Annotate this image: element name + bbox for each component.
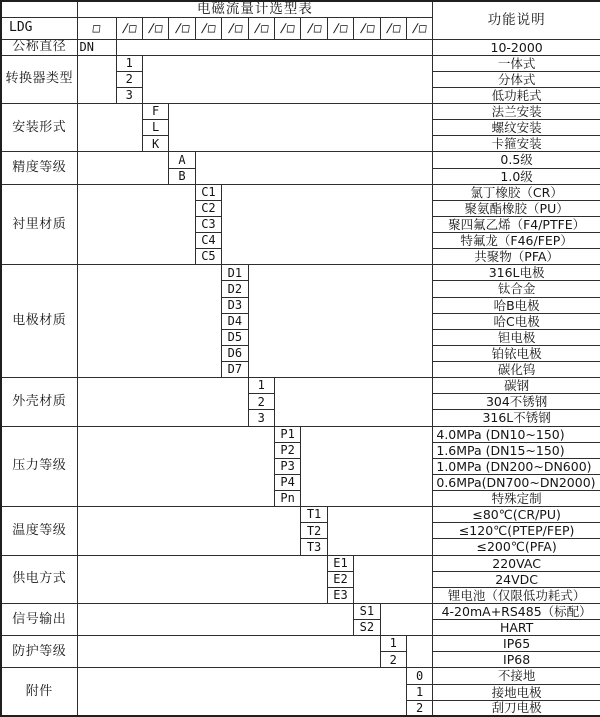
spacer-cell bbox=[142, 55, 432, 103]
spacer-cell bbox=[77, 265, 222, 378]
option-code: A bbox=[169, 152, 195, 168]
option-desc: 220VAC bbox=[433, 555, 600, 571]
spacer-cell bbox=[77, 426, 274, 507]
option-desc: 分体式 bbox=[433, 71, 600, 87]
option-code: C2 bbox=[195, 200, 221, 216]
option-code: S2 bbox=[354, 620, 380, 636]
option-desc: ≤120℃(PTEP/FEP) bbox=[433, 523, 600, 539]
option-code: P3 bbox=[274, 458, 300, 474]
option-code: 1 bbox=[406, 684, 432, 700]
option-desc: 1.0级 bbox=[433, 168, 600, 184]
option-desc: 24VDC bbox=[433, 571, 600, 587]
option-desc: 接地电极 bbox=[433, 684, 600, 700]
model-option-box: /□ bbox=[353, 17, 382, 39]
option-desc: 铂铱电极 bbox=[433, 345, 600, 361]
option-code: F bbox=[142, 104, 168, 120]
option-code: E3 bbox=[327, 587, 353, 603]
category-label: 外壳材质 bbox=[1, 378, 77, 426]
spacer-cell bbox=[169, 104, 433, 152]
table-row bbox=[1, 152, 600, 168]
spacer-cell bbox=[77, 668, 406, 716]
option-code: 2 bbox=[116, 71, 142, 87]
option-desc: 10-2000 bbox=[433, 39, 600, 55]
dn-code: DN bbox=[77, 39, 116, 55]
category-label: 温度等级 bbox=[1, 507, 77, 555]
option-desc: 氯丁橡胶（CR） bbox=[433, 184, 600, 200]
option-desc: 低功耗式 bbox=[433, 87, 600, 103]
table-row bbox=[1, 1, 600, 17]
category-label: 转换器类型 bbox=[1, 55, 77, 103]
option-code: S1 bbox=[354, 603, 380, 619]
option-code: B bbox=[169, 168, 195, 184]
option-desc: 不接地 bbox=[433, 668, 600, 684]
spacer-cell bbox=[406, 636, 432, 668]
function-header: 功能说明 bbox=[433, 1, 600, 39]
option-code: D5 bbox=[222, 329, 248, 345]
option-desc: 特殊定制 bbox=[433, 491, 600, 507]
table-row bbox=[1, 555, 600, 571]
option-desc: 法兰安装 bbox=[433, 104, 600, 120]
option-code: C5 bbox=[195, 249, 221, 265]
model-option-box: /□ bbox=[379, 17, 408, 39]
spacer-cell bbox=[222, 184, 433, 265]
category-label: 防护等级 bbox=[1, 636, 77, 668]
option-desc: 刮刀电极 bbox=[433, 700, 600, 716]
option-desc: 1.0MPa (DN200~DN600) bbox=[433, 458, 600, 474]
corner-cell bbox=[1, 1, 77, 17]
option-code: T1 bbox=[301, 507, 327, 523]
option-desc: 316L不锈钢 bbox=[433, 410, 600, 426]
option-code: D3 bbox=[222, 297, 248, 313]
option-code: Pn bbox=[274, 491, 300, 507]
model-option-box: /□ bbox=[194, 17, 223, 39]
option-desc: 4.0MPa (DN10~150) bbox=[433, 426, 600, 442]
option-code: E1 bbox=[327, 555, 353, 571]
option-desc: 钛合金 bbox=[433, 281, 600, 297]
table-row bbox=[1, 55, 600, 71]
option-code: K bbox=[142, 136, 168, 152]
category-label: 附件 bbox=[1, 668, 77, 716]
option-code: T3 bbox=[301, 539, 327, 555]
spacer-cell bbox=[274, 378, 432, 426]
option-code: C4 bbox=[195, 233, 221, 249]
spacer-cell bbox=[77, 55, 116, 103]
option-code: E2 bbox=[327, 571, 353, 587]
table-row bbox=[1, 507, 600, 523]
option-code: D2 bbox=[222, 281, 248, 297]
spacer-cell bbox=[195, 152, 433, 184]
spacer-cell bbox=[116, 39, 433, 55]
option-code: T2 bbox=[301, 523, 327, 539]
model-option-box: /□ bbox=[405, 17, 434, 39]
model-option-box: /□ bbox=[168, 17, 197, 39]
table-row bbox=[1, 39, 600, 55]
category-label: 信号输出 bbox=[1, 603, 77, 635]
option-desc: 聚四氟乙烯（F4/PTFE） bbox=[433, 216, 600, 232]
spacer-cell bbox=[77, 603, 354, 635]
option-code: P4 bbox=[274, 474, 300, 490]
category-label: 安装形式 bbox=[1, 104, 77, 152]
category-label: 压力等级 bbox=[1, 426, 77, 507]
option-code: L bbox=[142, 120, 168, 136]
option-desc: IP65 bbox=[433, 636, 600, 652]
option-code: D4 bbox=[222, 313, 248, 329]
model-option-box: /□ bbox=[326, 17, 355, 39]
option-code: 2 bbox=[406, 700, 432, 716]
option-desc: 哈C电极 bbox=[433, 313, 600, 329]
option-desc: 聚氨酯橡胶（PU） bbox=[433, 200, 600, 216]
option-code: D6 bbox=[222, 345, 248, 361]
option-desc: IP68 bbox=[433, 652, 600, 668]
spacer-cell bbox=[77, 636, 380, 668]
option-code: P1 bbox=[274, 426, 300, 442]
option-desc: 共聚物（PFA） bbox=[433, 249, 600, 265]
option-desc: 碳化钨 bbox=[433, 362, 600, 378]
table-row bbox=[1, 636, 600, 652]
option-code: D7 bbox=[222, 362, 248, 378]
option-code: 1 bbox=[380, 636, 406, 652]
spacer-cell bbox=[77, 555, 327, 603]
spacer-cell bbox=[77, 152, 169, 184]
option-desc: 螺纹安装 bbox=[433, 120, 600, 136]
spacer-cell bbox=[301, 426, 433, 507]
model-option-box: /□ bbox=[115, 17, 144, 39]
option-code: C3 bbox=[195, 216, 221, 232]
option-desc: 钽电极 bbox=[433, 329, 600, 345]
option-code: 2 bbox=[380, 652, 406, 668]
option-desc: 哈B电极 bbox=[433, 297, 600, 313]
option-desc: 0.6MPa(DN700~DN2000) bbox=[433, 474, 600, 490]
option-desc: 316L电极 bbox=[433, 265, 600, 281]
option-desc: 1.6MPa (DN15~150) bbox=[433, 442, 600, 458]
option-desc: 特氟龙（F46/FEP） bbox=[433, 233, 600, 249]
option-code: D1 bbox=[222, 265, 248, 281]
category-label: 电极材质 bbox=[1, 265, 77, 378]
option-desc: 碳钢 bbox=[433, 378, 600, 394]
category-label: 精度等级 bbox=[1, 152, 77, 184]
option-desc: 卡箍安装 bbox=[433, 136, 600, 152]
table-row bbox=[1, 603, 600, 619]
option-desc: 304不锈钢 bbox=[433, 394, 600, 410]
table-row bbox=[1, 184, 600, 200]
category-label: 衬里材质 bbox=[1, 184, 77, 265]
table-row bbox=[1, 378, 600, 394]
option-code: 0 bbox=[406, 668, 432, 684]
option-desc: HART bbox=[433, 620, 600, 636]
option-desc: 0.5级 bbox=[433, 152, 600, 168]
model-option-box: /□ bbox=[220, 17, 249, 39]
spacer-cell bbox=[77, 104, 142, 152]
model-base-box: □ bbox=[76, 17, 117, 39]
option-desc: ≤200℃(PFA) bbox=[433, 539, 600, 555]
model-prefix: LDG bbox=[1, 17, 77, 39]
option-desc: 锂电池（仅限低功耗式） bbox=[433, 587, 600, 603]
spacer-cell bbox=[77, 507, 301, 555]
table-row bbox=[1, 265, 600, 281]
model-option-box: /□ bbox=[247, 17, 276, 39]
spacer-cell bbox=[354, 555, 433, 603]
option-code: 1 bbox=[248, 378, 274, 394]
option-code: 3 bbox=[248, 410, 274, 426]
table-body bbox=[1, 1, 600, 716]
option-desc: 4-20mA+RS485（标配） bbox=[433, 603, 600, 619]
spacer-cell bbox=[77, 184, 195, 265]
category-label: 供电方式 bbox=[1, 555, 77, 603]
option-code: P2 bbox=[274, 442, 300, 458]
category-label: 公称直径 bbox=[1, 39, 77, 55]
option-code: 1 bbox=[116, 55, 142, 71]
option-desc: 一体式 bbox=[433, 55, 600, 71]
option-code: 3 bbox=[116, 87, 142, 103]
model-option-box: /□ bbox=[141, 17, 170, 39]
model-option-box: /□ bbox=[300, 17, 329, 39]
table-row bbox=[1, 104, 600, 120]
table-row bbox=[1, 426, 600, 442]
spacer-cell bbox=[248, 265, 433, 378]
spacer-cell bbox=[77, 378, 248, 426]
option-code: 2 bbox=[248, 394, 274, 410]
table-title: 电磁流量计选型表 bbox=[77, 1, 433, 17]
spacer-cell bbox=[380, 603, 433, 635]
table-row bbox=[1, 668, 600, 684]
option-desc: ≤80℃(CR/PU) bbox=[433, 507, 600, 523]
option-code: C1 bbox=[195, 184, 221, 200]
spacer-cell bbox=[327, 507, 433, 555]
model-option-box: /□ bbox=[273, 17, 302, 39]
